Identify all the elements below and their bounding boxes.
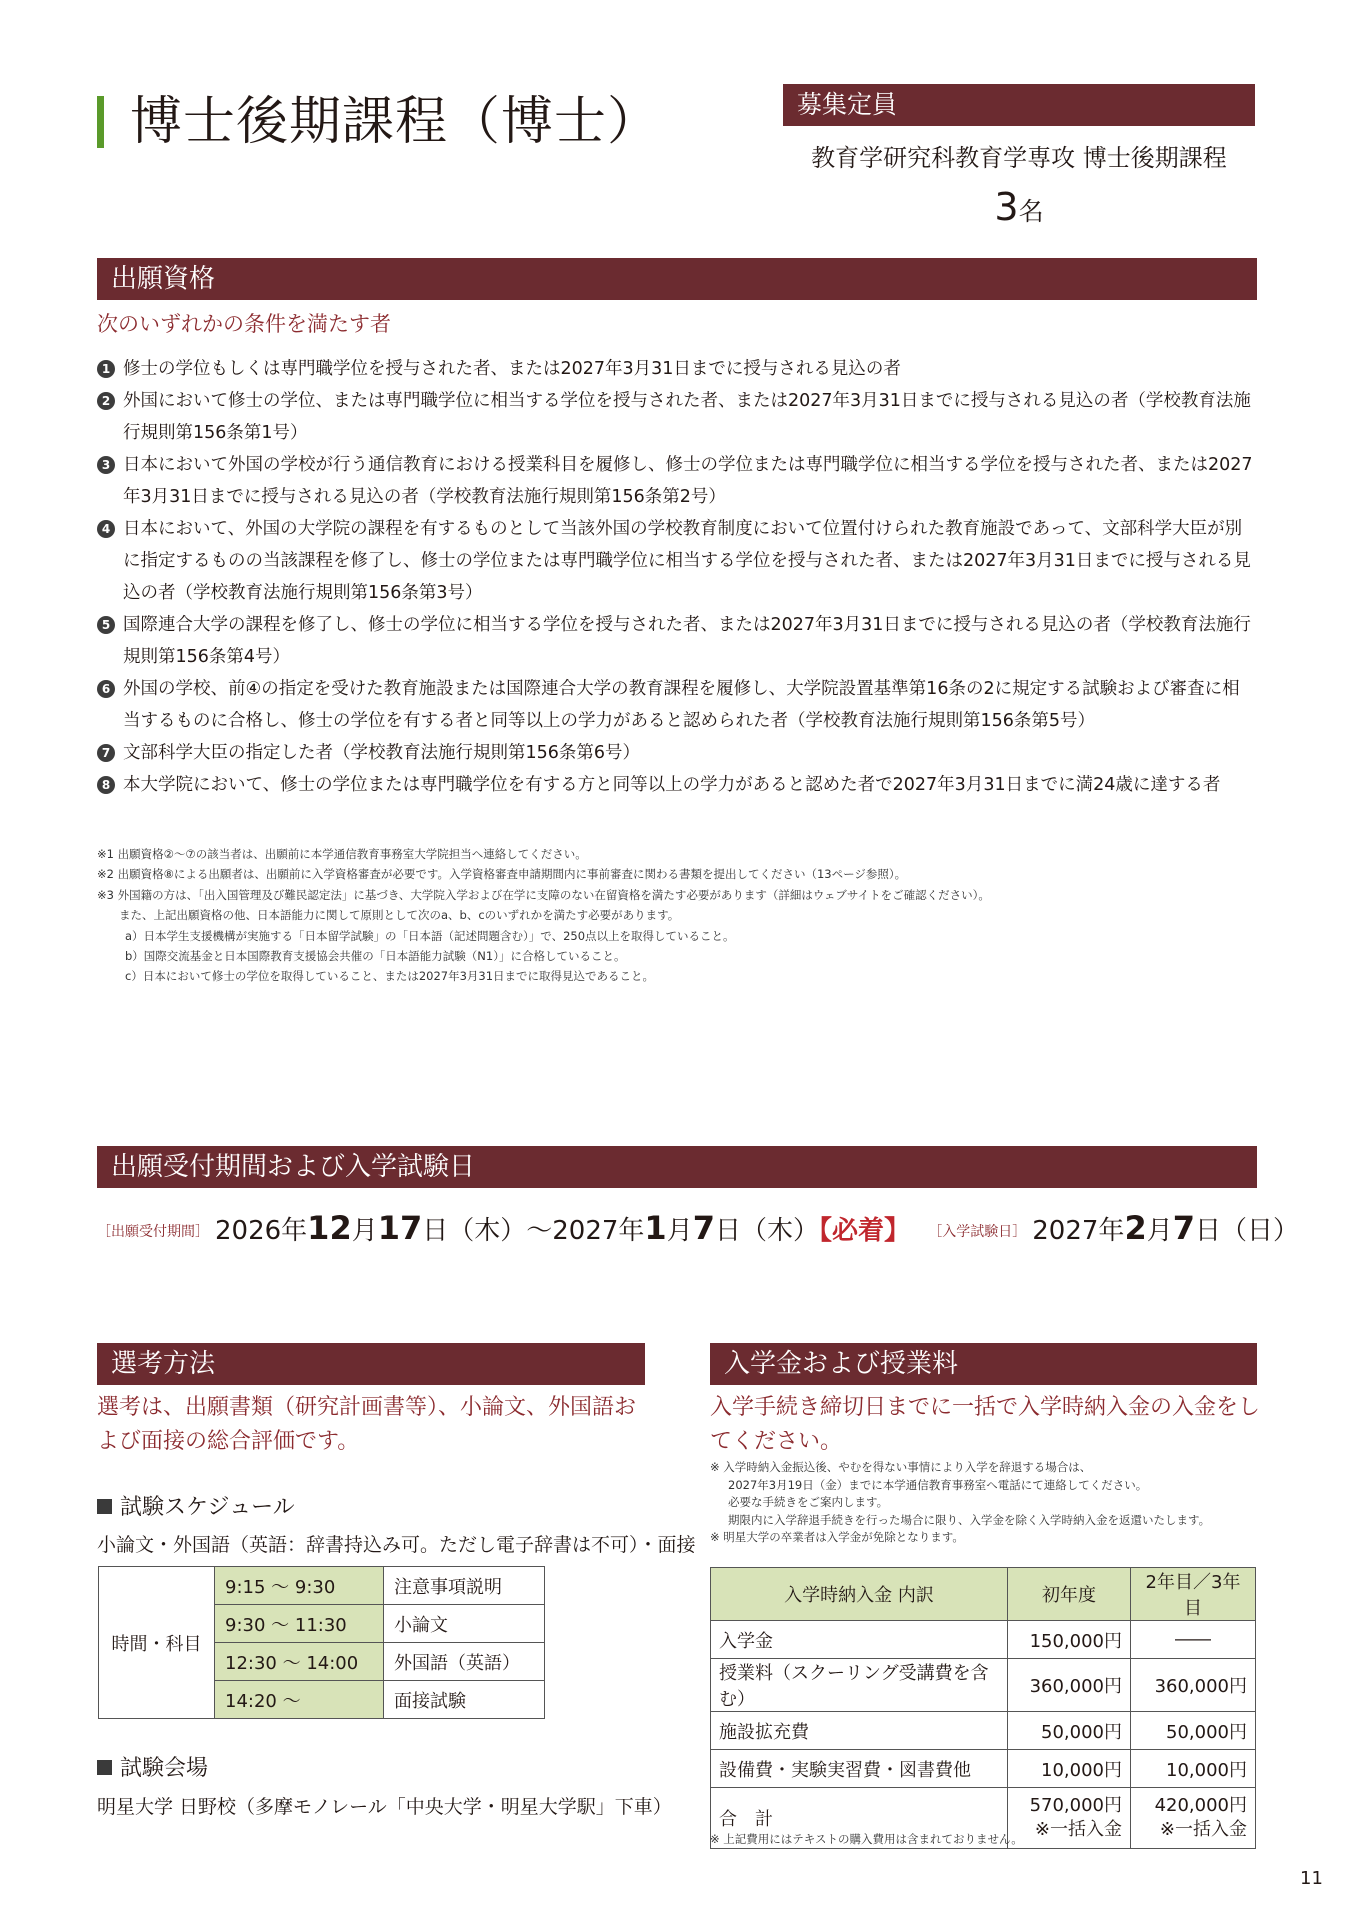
fee-first-year: 360,000円 bbox=[1008, 1659, 1131, 1712]
exam-year: 2027年 bbox=[1032, 1216, 1125, 1246]
qualification-text: 外国において修士の学位、または専門職学位に相当する学位を授与された者、または2027年3月31日までに授与される見込の者（学校教育法施行規則第156条第1号） bbox=[123, 391, 1251, 443]
note: b）国際交流基金と日本国際教育支援協会共催の「日本語能力試験（N1）」に合格していること。 bbox=[125, 949, 626, 964]
exam-date-label: ［入学試験日］ bbox=[928, 1223, 1027, 1240]
exam-day: 7 bbox=[1172, 1209, 1195, 1247]
fee-first-year: 50,000円 bbox=[1008, 1712, 1131, 1750]
note: ※ 入学時納入金振込後、やむを得ない事情により入学を辞退する場合は、 bbox=[710, 1460, 1092, 1474]
total-later-years bbox=[1131, 1788, 1256, 1849]
exam-schedule-description: 小論文・外国語（英語：辞書持込み可。ただし電子辞書は不可）・面接 bbox=[97, 1534, 696, 1556]
quota-unit: 名 bbox=[1018, 197, 1044, 226]
qualification-list bbox=[97, 353, 1257, 801]
qualification-text: 日本において、外国の大学院の課程を有するものとして当該外国の学校教育制度において位置付けられた教育施設であって、文部科学大臣が別に指定するものの当該課程を修了し、修士の学位または専門職学位に相当する学位を授与された者、または2027年3月31日までに授与される見込の者（学校教育法施行規則第156条第3号） bbox=[123, 519, 1251, 603]
qualification-item bbox=[97, 737, 1257, 769]
required-arrival-badge: 【必着】 bbox=[818, 1216, 910, 1246]
period-end-day: 7 bbox=[692, 1209, 715, 1247]
table-row bbox=[711, 1659, 1256, 1712]
fee-first-year: 10,000円 bbox=[1008, 1750, 1131, 1788]
schedule-time: 12:30 ～ 14:00 bbox=[215, 1643, 384, 1681]
number-badge: 8 bbox=[97, 776, 115, 794]
period-start-day: 17 bbox=[377, 1209, 423, 1247]
fee-later-years: 50,000円 bbox=[1131, 1712, 1256, 1750]
qualification-item bbox=[97, 609, 1257, 673]
period-start-year: 2026年 bbox=[215, 1216, 308, 1246]
qualification-text: 日本において外国の学校が行う通信教育における授業科目を履修し、修士の学位または専門職学位に相当する学位を授与された者、または2027年3月31日までに授与される見込の者（学校教育法施行規則第156条第2号） bbox=[123, 455, 1253, 507]
number-badge: 4 bbox=[97, 520, 115, 538]
schedule-row-label: 時間・科目 bbox=[99, 1567, 215, 1719]
quota-program: 教育学研究科教育学専攻 博士後期課程 bbox=[811, 144, 1227, 172]
qualification-item bbox=[97, 673, 1257, 737]
fee-item: 設備費・実験実習費・図書費他 bbox=[711, 1750, 1008, 1788]
qualification-notes bbox=[97, 844, 1257, 987]
exam-venue-heading bbox=[97, 1753, 208, 1785]
fee-later-years: ―― bbox=[1131, 1621, 1256, 1659]
schedule-time: 9:15 ～ 9:30 bbox=[215, 1567, 384, 1605]
table-row bbox=[711, 1621, 1256, 1659]
lump-sum-note: ※一括入金 bbox=[1034, 1819, 1122, 1840]
square-bullet-icon bbox=[97, 1499, 112, 1514]
fee-first-year: 150,000円 bbox=[1008, 1621, 1131, 1659]
number-badge: 2 bbox=[97, 392, 115, 410]
qualification-item bbox=[97, 769, 1257, 801]
fees-heading: 入学金および授業料 bbox=[710, 1343, 1257, 1385]
number-badge: 3 bbox=[97, 456, 115, 474]
fees-notes bbox=[710, 1459, 1270, 1547]
schedule-subject: 面接試験 bbox=[384, 1681, 545, 1719]
fee-item: 授業料（スクーリング受講費を含む） bbox=[711, 1659, 1008, 1712]
schedule-subject: 注意事項説明 bbox=[384, 1567, 545, 1605]
table-row bbox=[711, 1712, 1256, 1750]
qualification-item bbox=[97, 385, 1257, 449]
number-badge: 5 bbox=[97, 616, 115, 634]
exam-venue-title: 試験会場 bbox=[120, 1756, 209, 1781]
square-bullet-icon bbox=[97, 1760, 112, 1775]
qualification-item bbox=[97, 449, 1257, 513]
note: ※1 出願資格②～⑦の該当者は、出願前に本学通信教育事務室大学院担当へ連絡してください。 bbox=[97, 847, 587, 861]
exam-schedule-table bbox=[98, 1566, 545, 1719]
qualification-item bbox=[97, 353, 1257, 385]
schedule-subject: 小論文 bbox=[384, 1605, 545, 1643]
month-unit: 月 bbox=[1146, 1216, 1173, 1246]
column-header: 初年度 bbox=[1008, 1568, 1131, 1621]
qualification-text: 国際連合大学の課程を修了し、修士の学位に相当する学位を授与された者、または2027年3月31日までに授与される見込の者（学校教育法施行規則第156条第4号） bbox=[123, 615, 1251, 667]
table-header-row bbox=[711, 1568, 1256, 1621]
schedule-heading: 出願受付期間および入学試験日 bbox=[97, 1146, 1257, 1188]
number-badge: 6 bbox=[97, 680, 115, 698]
qualification-lead: 次のいずれかの条件を満たす者 bbox=[97, 312, 391, 336]
exam-schedule-heading bbox=[97, 1492, 295, 1524]
application-period bbox=[97, 1206, 1299, 1254]
qualification-text: 修士の学位もしくは専門職学位を授与された者、または2027年3月31日までに授与される見込の者 bbox=[123, 359, 901, 379]
period-start-month: 12 bbox=[307, 1209, 352, 1247]
fees-description: 入学手続き締切日までに一括で入学時納入金の入金をしてください。 bbox=[710, 1395, 1261, 1454]
exam-venue: 明星大学 日野校（多摩モノレール「中央大学・明星大学駅」下車） bbox=[97, 1796, 672, 1818]
day-unit: 日（日） bbox=[1194, 1216, 1299, 1246]
qualification-heading: 出願資格 bbox=[97, 258, 1257, 300]
fee-later-years: 10,000円 bbox=[1131, 1750, 1256, 1788]
note: 2027年3月19日（金）までに本学通信教育事務室へ電話にて連絡してください。 bbox=[728, 1477, 1148, 1492]
note: ※ 明星大学の卒業者は入学金が免除となります。 bbox=[710, 1530, 964, 1544]
schedule-time: 14:20 ～ bbox=[215, 1681, 384, 1719]
month-unit: 月 bbox=[351, 1216, 378, 1246]
total-first-year-amount: 570,000円 bbox=[1029, 1795, 1122, 1816]
column-header: 2年目／3年目 bbox=[1131, 1568, 1256, 1621]
note: a）日本学生支援機構が実施する「日本留学試験」の「日本語（記述問題含む）」で、250点以上を取得していること。 bbox=[125, 928, 735, 943]
total-first-year bbox=[1008, 1788, 1131, 1849]
fee-item: 施設拡充費 bbox=[711, 1712, 1008, 1750]
fees-table bbox=[710, 1567, 1256, 1849]
period-label: ［出願受付期間］ bbox=[97, 1223, 209, 1240]
note: c）日本において修士の学位を取得していること、または2027年3月31日までに取得見込であること。 bbox=[125, 969, 655, 984]
period-end-month: 1 bbox=[644, 1209, 667, 1247]
schedule-time: 9:30 ～ 11:30 bbox=[215, 1605, 384, 1643]
exam-month: 2 bbox=[1124, 1209, 1147, 1247]
column-header: 入学時納入金 内訳 bbox=[711, 1568, 1008, 1621]
qualification-text: 本大学院において、修士の学位または専門職学位を有する方と同等以上の学力があると認めた者で2027年3月31日までに満24歳に達する者 bbox=[123, 775, 1221, 795]
day-unit: 日（木）～2027年 bbox=[422, 1216, 645, 1246]
qualification-text: 文部科学大臣の指定した者（学校教育法施行規則第156条第6号） bbox=[123, 743, 641, 763]
qualification-text: 外国の学校、前④の指定を受けた教育施設または国際連合大学の教育課程を履修し、大学院設置基準第16条の2に規定する試験および審査に相当するものに合格し、修士の学位を有する者と同等以上の学力があると認められた者（学校教育法施行規則第156条第5号） bbox=[123, 679, 1240, 731]
quota-count: 3 bbox=[994, 185, 1019, 229]
selection-heading: 選考方法 bbox=[97, 1343, 645, 1385]
quota-number bbox=[783, 182, 1255, 240]
page-number: 11 bbox=[1300, 1868, 1323, 1889]
note: ※3 外国籍の方は、「出入国管理及び難民認定法」に基づき、大学院入学および在学に支障のない在留資格を満たす必要があります（詳細はウェブサイトをご確認ください）。 bbox=[97, 887, 990, 902]
total-label: 合 計 bbox=[711, 1788, 1008, 1849]
schedule-subject: 外国語（英語） bbox=[384, 1643, 545, 1681]
total-later-years-amount: 420,000円 bbox=[1154, 1795, 1247, 1816]
table-row bbox=[711, 1750, 1256, 1788]
number-badge: 7 bbox=[97, 744, 115, 762]
day-unit: 日（木） bbox=[714, 1216, 819, 1246]
title-accent-bar bbox=[97, 96, 104, 148]
table-row bbox=[99, 1567, 545, 1605]
number-badge: 1 bbox=[97, 360, 115, 378]
lump-sum-note: ※一括入金 bbox=[1159, 1819, 1247, 1840]
note: 必要な手続きをご案内します。 bbox=[728, 1495, 889, 1509]
month-unit: 月 bbox=[666, 1216, 693, 1246]
quota-heading: 募集定員 bbox=[783, 84, 1255, 126]
fee-item: 入学金 bbox=[711, 1621, 1008, 1659]
qualification-item bbox=[97, 513, 1257, 609]
fee-later-years: 360,000円 bbox=[1131, 1659, 1256, 1712]
page-title: 博士後期課程（博士） bbox=[130, 92, 661, 152]
fees-footnote: ※ 上記費用にはテキストの購入費用は含まれておりません。 bbox=[710, 1832, 1023, 1846]
note: また、上記出願資格の他、日本語能力に関して原則として次のa、b、cのいずれかを満たす必要があります。 bbox=[119, 908, 680, 923]
selection-description: 選考は、出願書類（研究計画書等）、小論文、外国語および面接の総合評価です。 bbox=[97, 1395, 637, 1454]
exam-schedule-title: 試験スケジュール bbox=[120, 1495, 295, 1520]
note: ※2 出願資格⑧による出願者は、出願前に入学資格審査が必要です。入学資格審査申請期間内に事前審査に関わる書類を提出してください（13ページ参照）。 bbox=[97, 867, 907, 882]
note: 期限内に入学辞退手続きを行った場合に限り、入学金を除く入学時納入金を返還いたします。 bbox=[728, 1512, 1211, 1527]
